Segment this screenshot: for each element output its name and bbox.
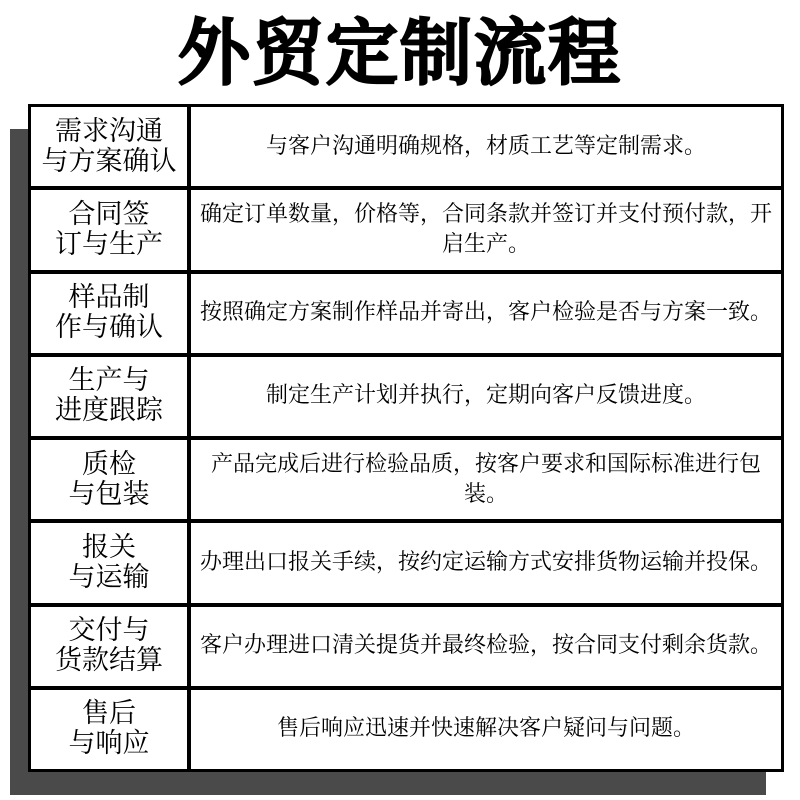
step-title-line: 样品制 — [68, 282, 150, 314]
step-title-line: 与方案确认 — [41, 145, 177, 177]
table-row — [31, 607, 781, 686]
step-description-text: 售后响应迅速并快速解决客户疑问与问题。 — [276, 716, 695, 742]
step-title-line: 报关 — [82, 531, 136, 563]
page-title: 外贸定制流程 — [177, 11, 622, 95]
step-description-text: 客户办理进口清关提货并最终检验，按合同支付剩余货款。 — [199, 633, 772, 659]
step-title-line: 订与生产 — [55, 228, 163, 260]
table-row — [31, 523, 781, 602]
step-title-line: 需求沟通 — [55, 115, 163, 147]
step-description-text: 与客户沟通明确规格，材质工艺等定制需求。 — [265, 133, 706, 159]
step-description-text: 确定订单数量，价格等，合同条款并签订并支付预付款，开启生产。 — [199, 201, 772, 257]
step-title — [31, 357, 187, 436]
step-description-text: 按照确定方案制作样品并寄出，客户检验是否与方案一致。 — [199, 300, 772, 326]
step-title-line: 进度跟踪 — [55, 395, 163, 427]
step-title — [31, 440, 187, 519]
table-row — [31, 690, 781, 769]
step-description — [191, 274, 781, 353]
step-title-line: 合同签 — [68, 198, 150, 230]
step-description — [191, 607, 781, 686]
step-description — [191, 357, 781, 436]
step-description-text: 产品完成后进行检验品质，按客户要求和国际标准进行包装。 — [210, 451, 761, 507]
step-description — [191, 523, 781, 602]
step-description — [191, 690, 781, 769]
step-description — [191, 107, 781, 186]
step-title — [31, 690, 187, 769]
step-title-line: 生产与 — [68, 365, 150, 397]
table-row — [31, 274, 781, 353]
step-title-line: 质检 — [82, 448, 136, 480]
step-title-line: 与包装 — [68, 478, 150, 510]
step-title-line: 与运输 — [68, 561, 150, 593]
step-description — [191, 190, 781, 269]
step-description-text: 制定生产计划并执行，定期向客户反馈进度。 — [265, 383, 706, 409]
step-description — [191, 440, 781, 519]
step-title-line: 与响应 — [68, 728, 150, 760]
step-description-text: 办理出口报关手续，按约定运输方式安排货物运输并投保。 — [199, 549, 772, 575]
step-title-line: 作与确认 — [55, 312, 163, 344]
step-title — [31, 523, 187, 602]
step-title-line: 售后 — [82, 698, 136, 730]
table-row — [31, 357, 781, 436]
table-row — [31, 440, 781, 519]
step-title-line: 货款结算 — [55, 645, 163, 677]
step-title — [31, 274, 187, 353]
step-title — [31, 107, 187, 186]
table-row — [31, 190, 781, 269]
process-table — [28, 104, 784, 772]
step-title — [31, 607, 187, 686]
step-title — [31, 190, 187, 269]
table-row — [31, 107, 781, 186]
step-title-line: 交付与 — [68, 615, 150, 647]
